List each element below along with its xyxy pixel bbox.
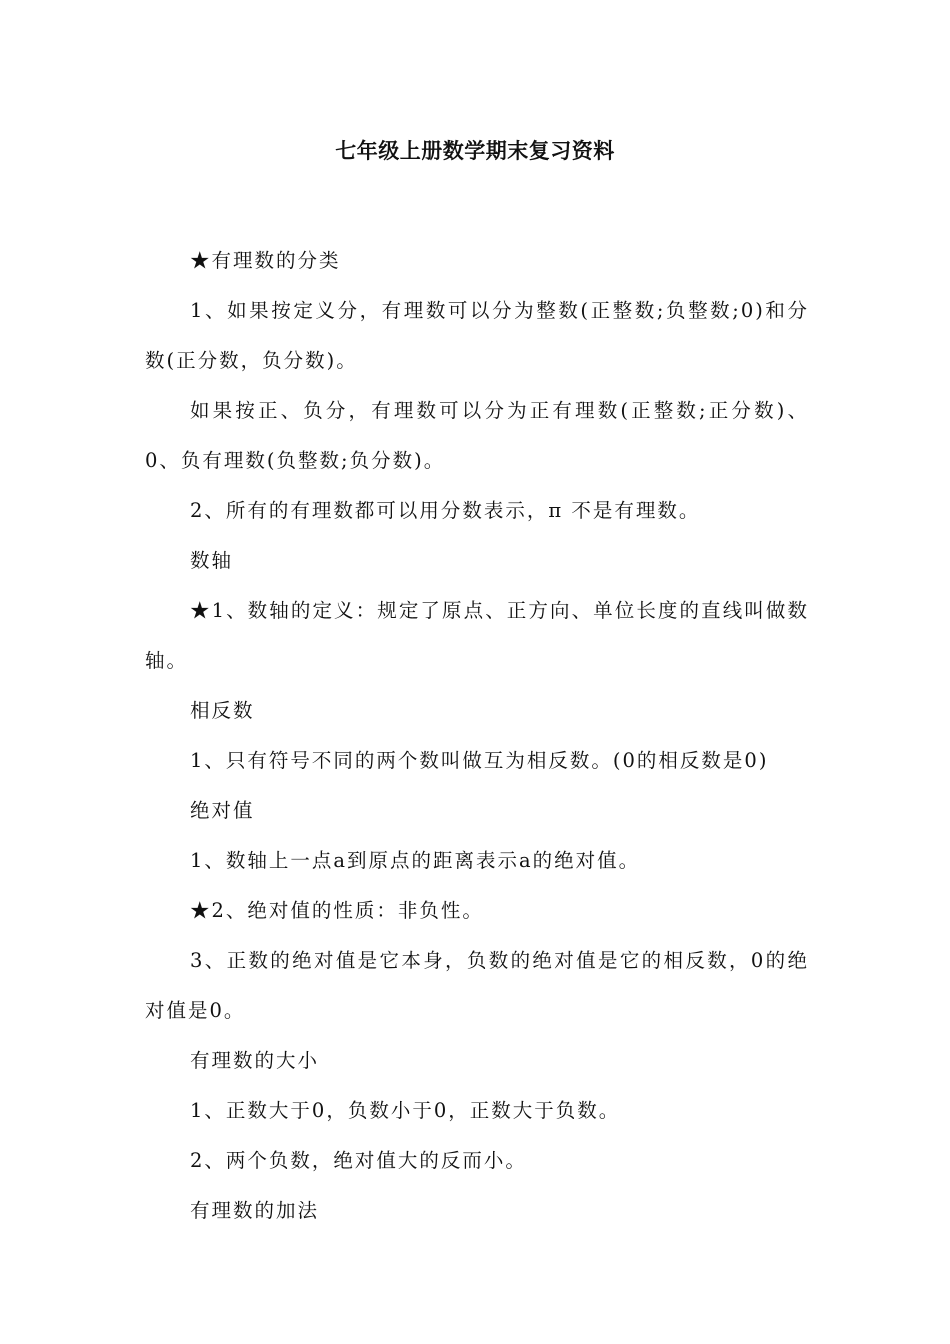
paragraph-absolute-value-distance: 1、数轴上一点a到原点的距离表示a的绝对值。 — [190, 849, 641, 872]
paragraph-fraction-representation: 2、所有的有理数都可以用分数表示，π 不是有理数。 — [190, 499, 701, 522]
section-heading-absolute-value: 绝对值 — [190, 799, 255, 822]
paragraph-absolute-value-rules: 3、正数的绝对值是它本身，负数的绝对值是它的相反数，0的绝对值是0。 — [145, 949, 809, 1022]
paragraph-comparison-positive-negative: 1、正数大于0，负数小于0，正数大于负数。 — [190, 1099, 621, 1122]
section-heading-opposite-numbers: 相反数 — [190, 699, 255, 722]
paragraph-classification-by-definition: 1、如果按定义分，有理数可以分为整数(正整数;负整数;0)和分数(正分数，负分数)。 — [145, 299, 809, 372]
document-body — [145, 236, 809, 1236]
paragraph-absolute-value-property: ★2、绝对值的性质：非负性。 — [190, 899, 484, 922]
section-heading-rational-addition: 有理数的加法 — [190, 1199, 320, 1222]
section-heading-number-line: 数轴 — [190, 549, 234, 572]
document-title: 七年级上册数学期末复习资料 — [335, 139, 615, 163]
paragraph-classification-by-sign: 如果按正、负分，有理数可以分为正有理数(正整数;正分数)、0、负有理数(负整数;负分数)。 — [145, 399, 809, 472]
paragraph-number-line-definition: ★1、数轴的定义：规定了原点、正方向、单位长度的直线叫做数轴。 — [145, 599, 809, 672]
section-heading-rational-comparison: 有理数的大小 — [190, 1049, 320, 1072]
section-heading-rational-classification: ★有理数的分类 — [190, 249, 341, 272]
paragraph-opposite-definition: 1、只有符号不同的两个数叫做互为相反数。(0的相反数是0) — [190, 749, 769, 772]
paragraph-comparison-two-negatives: 2、两个负数，绝对值大的反而小。 — [190, 1149, 527, 1172]
